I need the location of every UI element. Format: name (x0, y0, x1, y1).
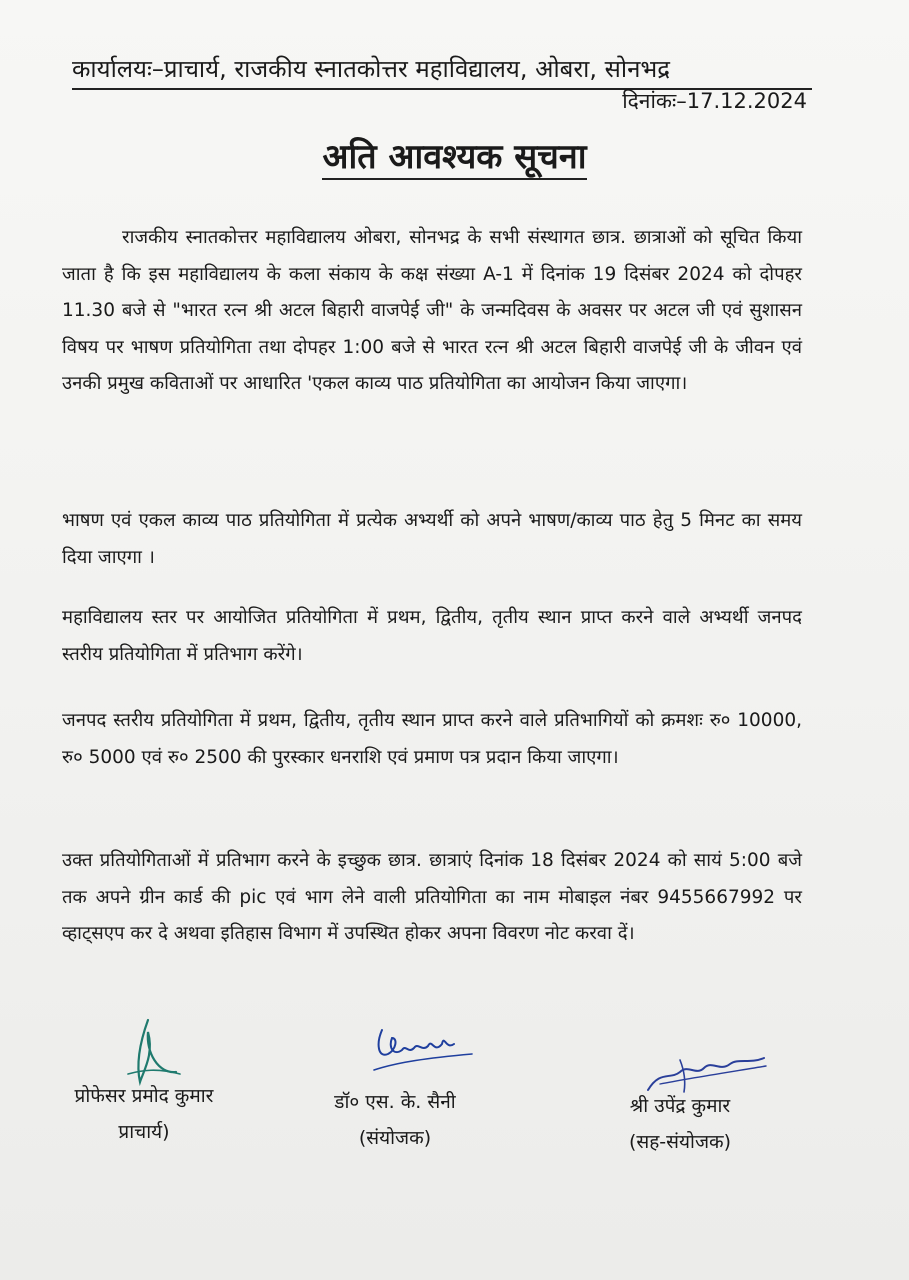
notice-title-text: अति आवश्यक सूचना (322, 137, 586, 180)
signatory-name: श्री उपेंद्र कुमार (629, 1095, 731, 1117)
paragraph-time-limit: भाषण एवं एकल काव्य पाठ प्रतियोगिता में प्रत्येक अभ्यर्थी को अपने भाषण/काव्य पाठ हेतु 5 मिनट का समय दिया जाएगा । (62, 510, 802, 568)
office-header: कार्यालयः–प्राचार्य, राजकीय स्नातकोत्तर महाविद्यालय, ओबरा, सोनभद्र (72, 52, 812, 90)
signatory-name: डॉ० एस. के. सैनी (334, 1091, 456, 1113)
signatory-convener (300, 1084, 490, 1156)
notice-date: दिनांकः–17.12.2024 (622, 89, 807, 113)
notice-title (0, 132, 909, 182)
signatory-co-convener (600, 1088, 760, 1160)
paragraph-district-qualification: महाविद्यालय स्तर पर आयोजित प्रतियोगिता में प्रथम, द्वितीय, तृतीय स्थान प्राप्त करने वाले अभ्यर्थी जनपद स्तरीय प्रतियोगिता में प्रतिभाग करेंगे। (62, 607, 802, 665)
signatory-role: (संयोजक) (358, 1127, 432, 1149)
signatory-role: (सह-संयोजक) (628, 1131, 732, 1153)
signatory-role: प्राचार्य) (118, 1121, 170, 1143)
paragraph-event-details: राजकीय स्नातकोत्तर महाविद्यालय ओबरा, सोनभद्र के सभी संस्थागत छात्र. छात्राओं को सूचित किया जाता है कि इस महाविद्यालय के कला संकाय के कक्ष संख्या A-1 में दिनांक 19 दिसंबर 2024 को दोपहर 11.30 बजे से "भारत रत्न श्री अटल बिहारी वाजपेई जी" के जन्मदिवस के अवसर पर अटल जी एवं सुशासन विषय पर भाषण प्रतियोगिता तथा दोपहर 1:00 बजे से भारत रत्न श्री अटल बिहारी वाजपेई जी के जीवन एवं उनकी प्रमुख कविताओं पर आधारित 'एकल काव्य पाठ प्रतियोगिता का आयोजन किया जाएगा। (62, 227, 802, 394)
signatory-principal (52, 1078, 236, 1150)
paragraph-prize-money: जनपद स्तरीय प्रतियोगिता में प्रथम, द्वितीय, तृतीय स्थान प्राप्त करने वाले प्रतिभागियों को क्रमशः रु० 10000, रु० 5000 एवं रु० 2500 की पुरस्कार धनराशि एवं प्रमाण पत्र प्रदान किया जाएगा। (62, 710, 802, 768)
paragraph-registration: उक्त प्रतियोगिताओं में प्रतिभाग करने के इच्छुक छात्र. छात्राएं दिनांक 18 दिसंबर 2024 को सायं 5:00 बजे तक अपने ग्रीन कार्ड की pic एवं भाग लेने वाली प्रतियोगिता का नाम मोबाइल नंबर 9455667992 पर व्हाट्सएप कर दे अथवा इतिहास विभाग में उपस्थित होकर अपना विवरण नोट करवा दें। (62, 850, 802, 944)
convener-signature (368, 1024, 478, 1084)
signatory-name: प्रोफेसर प्रमोद कुमार (74, 1085, 214, 1107)
